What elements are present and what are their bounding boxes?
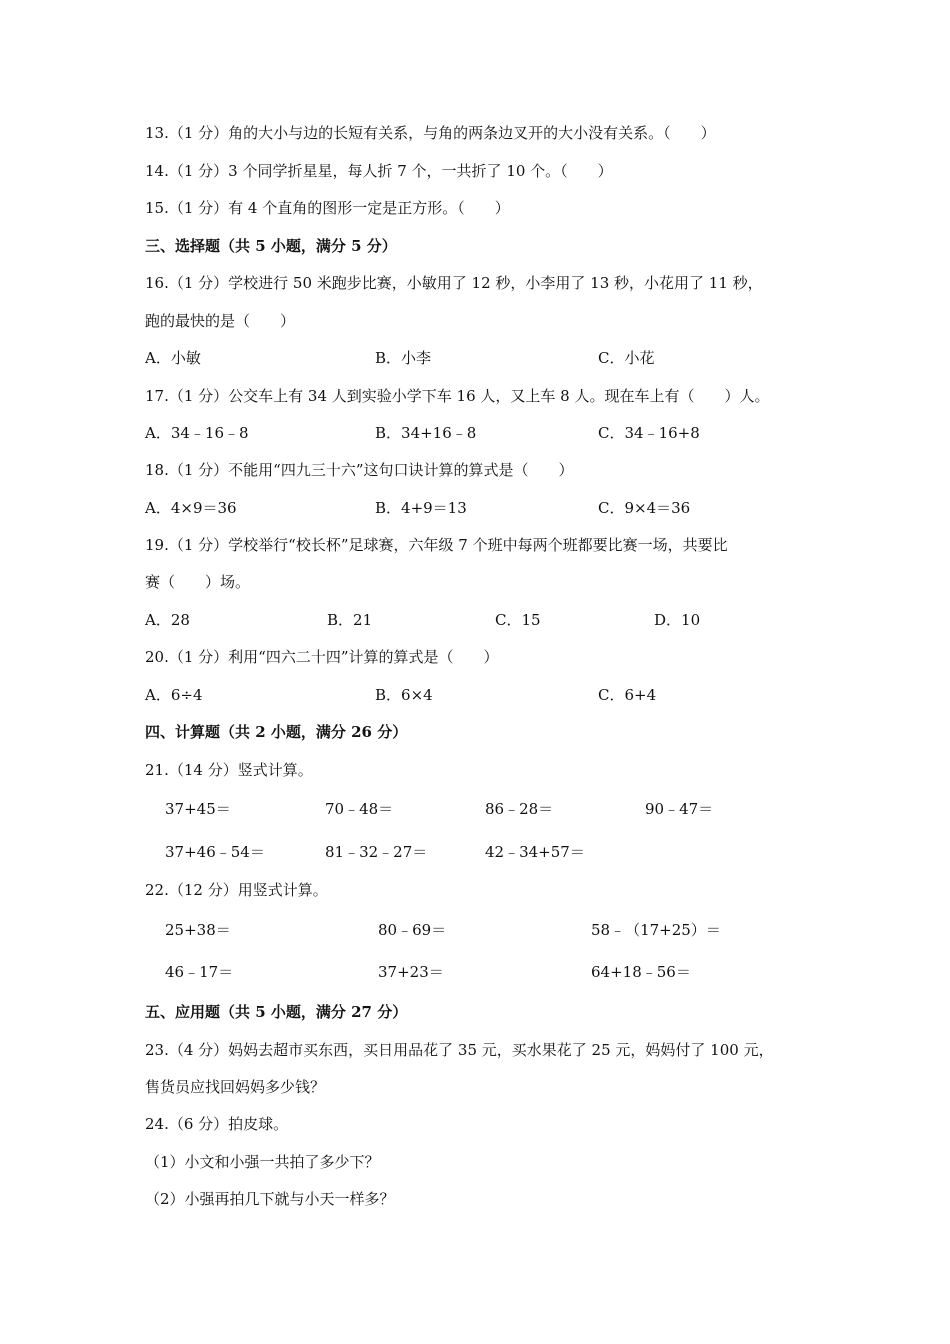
q21-expr: 70﹣48＝: [325, 800, 394, 818]
q18-option-a: A．4×9＝36: [145, 499, 237, 517]
q17-option-b: B．34+16﹣8: [375, 424, 477, 442]
q18-option-b: B．4+9＝13: [375, 499, 467, 517]
q22-expr: 64+18﹣56＝: [591, 963, 691, 981]
q22-expr: 37+23＝: [378, 963, 444, 981]
question-19: 19.（1 分）学校举行“校长杯”足球赛，六年级 7 个班中每两个班都要比赛一场，共要比: [145, 536, 728, 554]
section-4-heading: 四、计算题（共 2 小题，满分 26 分）: [145, 723, 408, 741]
question-21: 21.（14 分）竖式计算。: [145, 761, 313, 779]
q21-expr: 81﹣32﹣27＝: [325, 843, 428, 861]
question-20: 20.（1 分）利用“四六二十四”计算的算式是（ ）: [145, 648, 499, 666]
q22-expr: 80﹣69＝: [378, 921, 447, 939]
q19-option-b: B．21: [327, 611, 373, 629]
q16-option-b: B．小李: [375, 349, 432, 367]
question-24: 24.（6 分）拍皮球。: [145, 1115, 289, 1133]
question-14: 14.（1 分）3 个同学折星星，每人折 7 个，一共折了 10 个。（ ）: [145, 162, 613, 180]
q18-option-c: C．9×4＝36: [598, 499, 691, 517]
q21-expr: 86﹣28＝: [485, 800, 554, 818]
question-15: 15.（1 分）有 4 个直角的图形一定是正方形。（ ）: [145, 199, 510, 217]
q17-option-a: A．34﹣16﹣8: [145, 424, 249, 442]
question-13: 13.（1 分）角的大小与边的长短有关系，与角的两条边叉开的大小没有关系。（ ）: [145, 124, 716, 142]
question-22: 22.（12 分）用竖式计算。: [145, 881, 328, 899]
question-23-cont: 售货员应找回妈妈多少钱？: [145, 1078, 326, 1096]
q16-option-a: A．小敏: [145, 349, 201, 367]
q19-option-d: D．10: [654, 611, 701, 629]
q20-option-c: C．6+4: [598, 686, 657, 704]
question-19-cont: 赛（ ）场。: [145, 573, 251, 591]
q19-option-c: C．15: [495, 611, 541, 629]
q22-expr: 46﹣17＝: [165, 963, 234, 981]
section-5-heading: 五、应用题（共 5 小题，满分 27 分）: [145, 1003, 408, 1021]
question-24-sub-1: （1）小文和小强一共拍了多少下？: [145, 1153, 380, 1171]
q21-expr: 42﹣34+57＝: [485, 843, 585, 861]
question-24-sub-2: （2）小强再拍几下就与小天一样多？: [145, 1190, 395, 1208]
q21-expr: 37+45＝: [165, 800, 231, 818]
section-3-heading: 三、选择题（共 5 小题，满分 5 分）: [145, 237, 397, 255]
q20-option-b: B．6×4: [375, 686, 433, 704]
question-16-cont: 跑的最快的是（ ）: [145, 312, 296, 330]
question-23: 23.（4 分）妈妈去超市买东西，买日用品花了 35 元，买水果花了 25 元，妈妈付了 100 元，: [145, 1041, 774, 1059]
q17-option-c: C．34﹣16+8: [598, 424, 700, 442]
q16-option-c: C．小花: [598, 349, 655, 367]
question-17: 17.（1 分）公交车上有 34 人到实验小学下车 16 人，又上车 8 人。现在车上有（ ）人。: [145, 387, 770, 405]
question-16: 16.（1 分）学校进行 50 米跑步比赛，小敏用了 12 秒，小李用了 13 秒，小花用了 11 秒，: [145, 274, 763, 292]
q20-option-a: A．6÷4: [145, 686, 203, 704]
q21-expr: 37+46﹣54＝: [165, 843, 265, 861]
q19-option-a: A．28: [145, 611, 190, 629]
q21-expr: 90﹣47＝: [645, 800, 714, 818]
q22-expr: 25+38＝: [165, 921, 231, 939]
q22-expr: 58﹣（17+25）＝: [591, 921, 721, 939]
question-18: 18.（1 分）不能用“四九三十六”这句口诀计算的算式是（ ）: [145, 461, 574, 479]
